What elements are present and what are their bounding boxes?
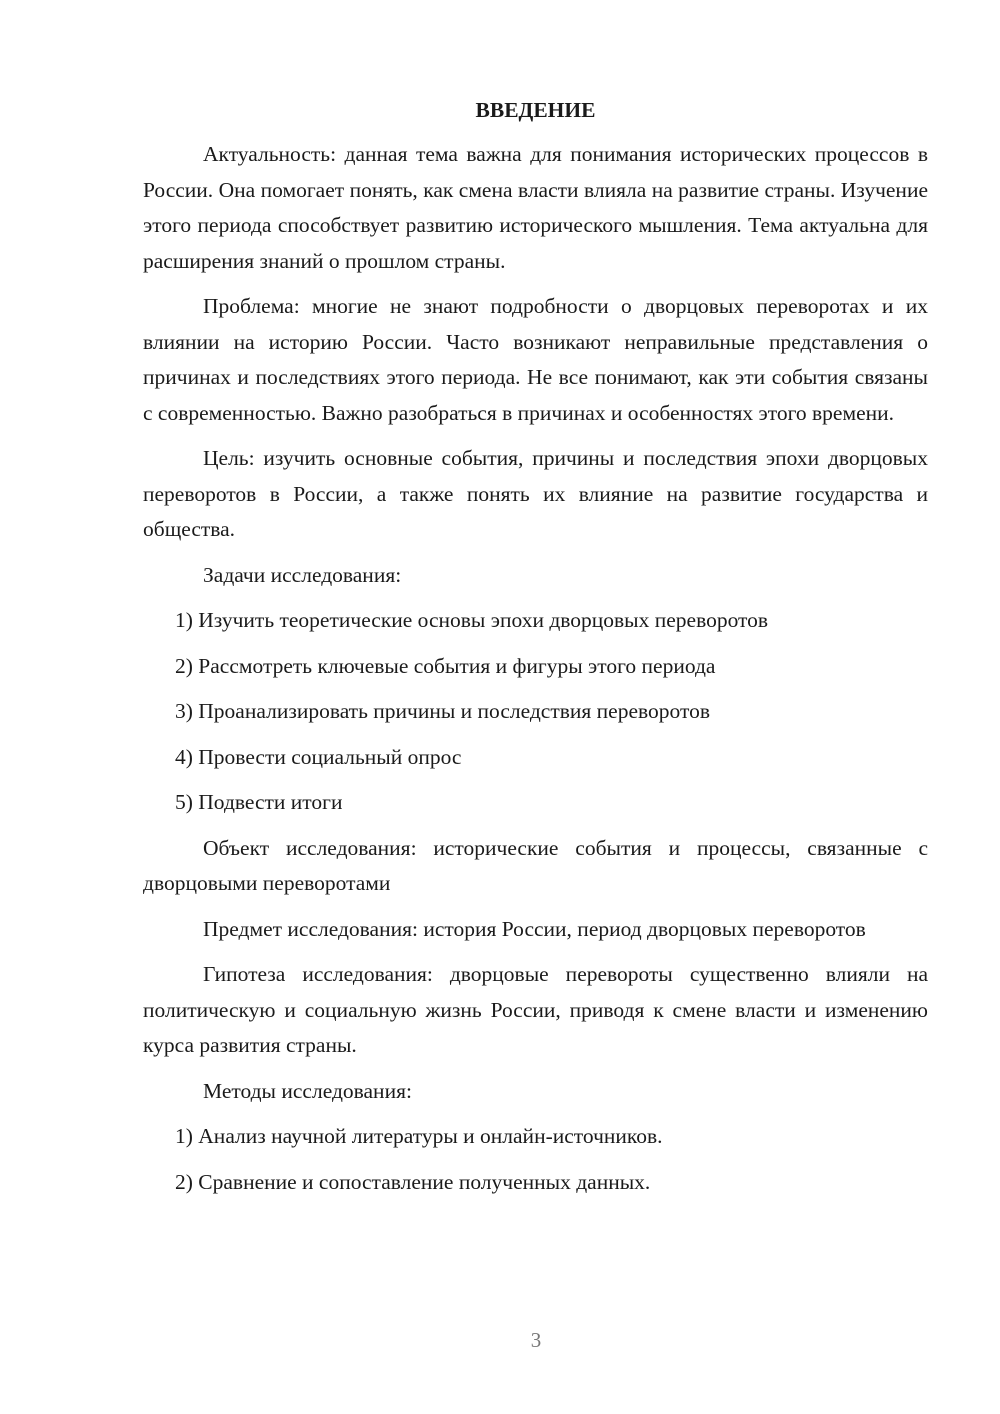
method-item: 2) Сравнение и сопоставление полученных данных. <box>175 1169 651 1194</box>
subject-paragraph: Предмет исследования: история России, период дворцовых переворотов <box>203 916 866 941</box>
task-item: 1) Изучить теоретические основы эпохи дворцовых переворотов <box>175 608 769 632</box>
hypothesis-paragraph: Гипотеза исследования: дворцовые перевороты существенно влияли на политическую и социальную жизнь России, приводя к смене власти и изменению курса развития страны. <box>143 962 928 1057</box>
methods-label: Методы исследования: <box>203 1078 412 1103</box>
page-number: 3 <box>530 1328 542 1352</box>
task-item: 2) Рассмотреть ключевые события и фигуры этого периода <box>175 653 716 678</box>
task-item: 5) Подвести итоги <box>175 790 343 814</box>
object-paragraph: Объект исследования: исторические события и процессы, связанные с дворцовыми переворотами <box>143 835 928 895</box>
goal-paragraph: Цель: изучить основные события, причины и последствия эпохи дворцовых переворотов в России, а также понять их влияние на развитие государства и общества. <box>143 446 928 541</box>
method-item: 1) Анализ научной литературы и онлайн-источников. <box>175 1124 663 1148</box>
task-item: 4) Провести социальный опрос <box>175 744 462 769</box>
problem-paragraph: Проблема: многие не знают подробности о дворцовых переворотах и их влиянии на историю России. Часто возникают неправильные представления о причинах и последствиях этого периода. Не все понимают, как эти события связаны с современностью. Важно разобраться в причинах и особенностях этого времени. <box>143 294 928 425</box>
relevance-paragraph: Актуальность: данная тема важна для понимания исторических процессов в России. Она помогает понять, как смена власти влияла на развитие страны. Изучение этого периода способствует развитию исторического мышления. Тема актуальна для расширения знаний о прошлом страны. <box>143 142 928 273</box>
tasks-label: Задачи исследования: <box>203 562 402 587</box>
task-item: 3) Проанализировать причины и последствия переворотов <box>175 699 710 723</box>
document-page <box>143 95 928 1210</box>
section-heading: ВВЕДЕНИЕ <box>475 98 596 122</box>
